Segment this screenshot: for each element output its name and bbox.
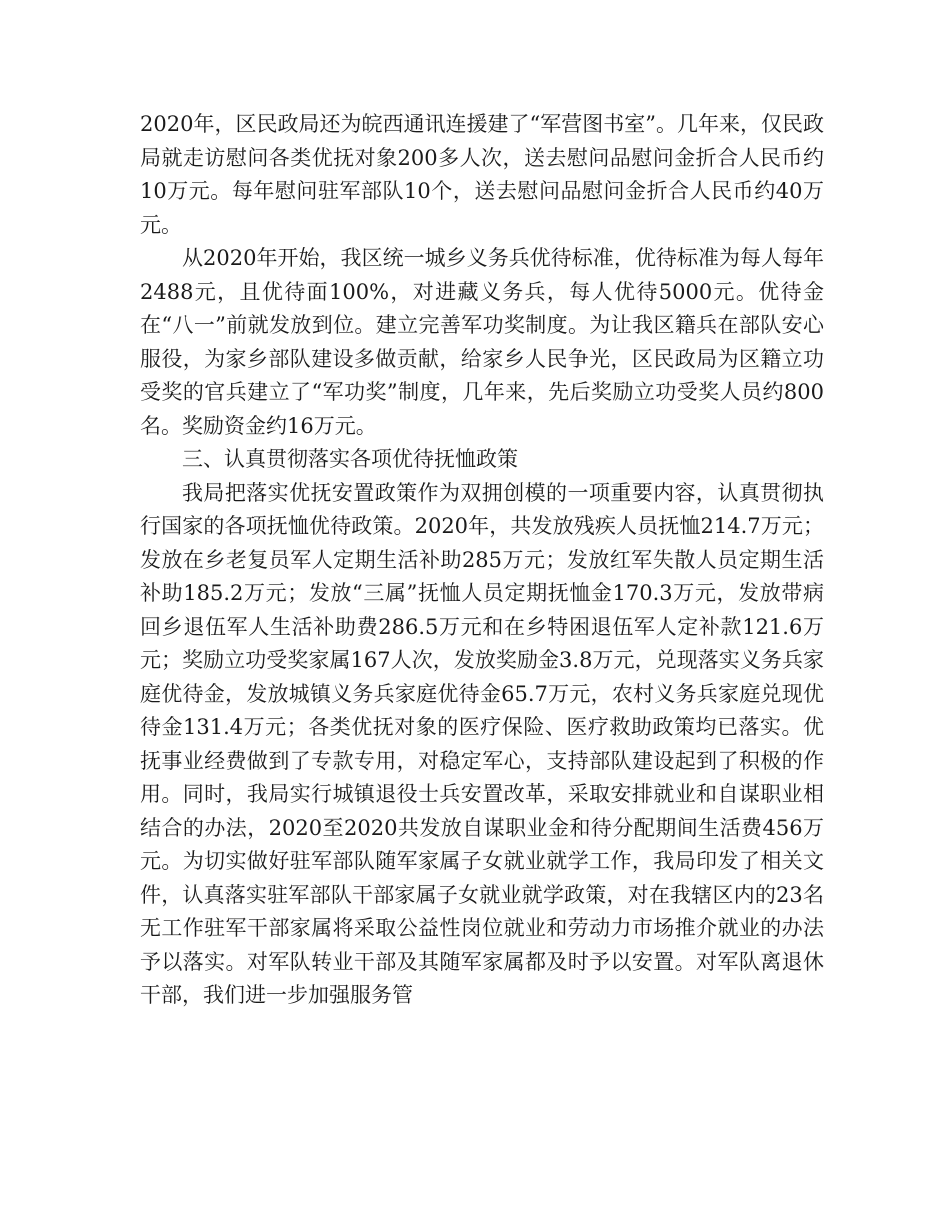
paragraph-policy-implementation: 我局把落实优抚安置政策作为双拥创模的一项重要内容，认真贯彻执行国家的各项抚恤优待政策。2020年，共发放残疾人员抚恤214.7万元；发放在乡老复员军人定期生活补助285万元；发放红军失散人员定期生活补助185.2万元；发放“三属”抚恤人员定期抚恤金170.3万元，发放带病回乡退伍军人生活补助费286.5万元和在乡特困退伍军人定补款121.6万元；奖励立功受奖家属167人次，发放奖励金3.8万元，兑现落实义务兵家庭优待金，发放城镇义务兵家庭优待金65.7万元，农村义务兵家庭兑现优待金131.4万元；各类优抚对象的医疗保险、医疗救助政策均已落实。优抚事业经费做到了专款专用，对稳定军心，支持部队建设起到了积极的作用。同时，我局实行城镇退役士兵安置改革，采取安排就业和自谋职业相结合的办法，2020至2020共发放自谋职业金和待分配期间生活费456万元。为切实做好驻军部队随军家属子女就业就学工作，我局印发了相关文件，认真落实驻军部队干部家属子女就业就学政策，对在我辖区内的23名无工作驻军干部家属将采取公益性岗位就业和劳动力市场推介就业的办法予以落实。对军队转业干部及其随军家属都及时予以安置。对军队离退休干部，我们进一步加强服务管 [140, 480, 824, 1007]
document-body [140, 108, 824, 1013]
paragraph-consolation-visits: 2020年，区民政局还为皖西通讯连援建了“军营图书室”。几年来，仅民政局就走访慰问各类优抚对象200多人次，送去慰问品慰问金折合人民币约10万元。每年慰问驻军部队10个，送去慰问品慰问金折合人民币约40万元。 [140, 112, 824, 237]
paragraph-preferential-standards: 从2020年开始，我区统一城乡义务兵优待标准，优待标准为每人每年2488元，且优待面100%，对进藏义务兵，每人优待5000元。优待金在“八一”前就发放到位。建立完善军功奖制度。为让我区籍兵在部队安心服役，为家乡部队建设多做贡献，给家乡人民争光，区民政局为区籍立功受奖的官兵建立了“军功奖”制度，几年来，先后奖励立功受奖人员约800名。奖励资金约16万元。 [140, 246, 824, 438]
section-heading-policy: 三、认真贯彻落实各项优待抚恤政策 [182, 447, 518, 471]
